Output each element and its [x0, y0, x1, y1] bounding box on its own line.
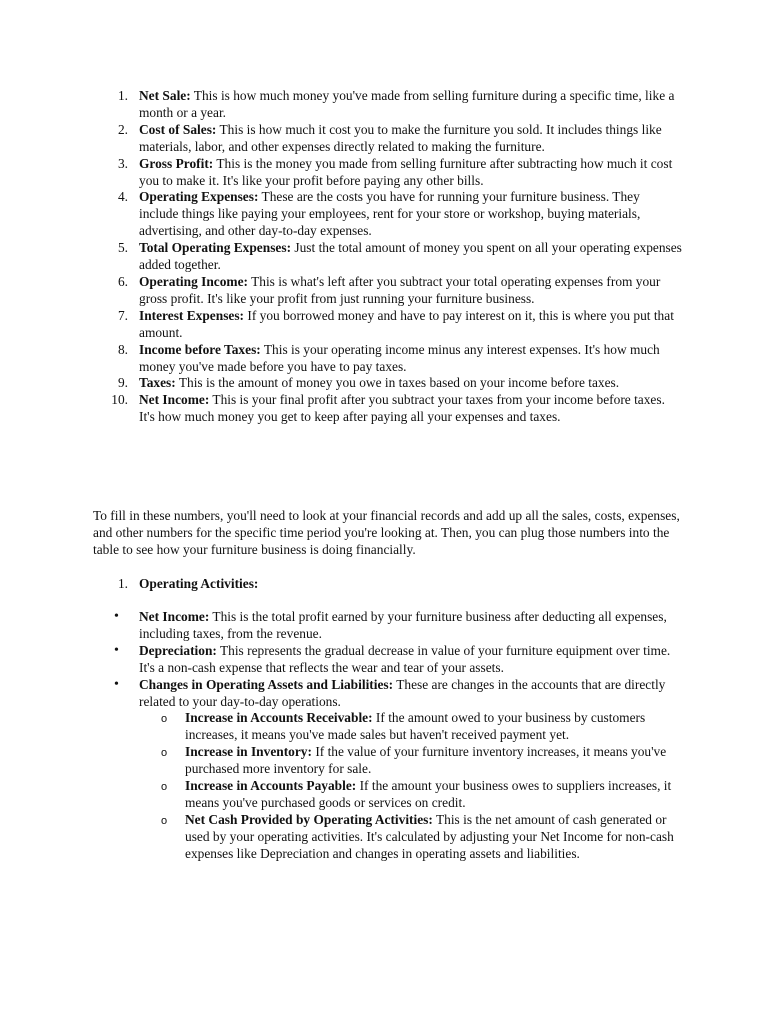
bullet-item-net-income	[92, 609, 682, 643]
definition-income-before-taxes: This is your operating income minus any interest expenses. It's how much money you've made before you have to pay taxes.	[139, 341, 660, 374]
definition-accounts-receivable: If the amount owed to your business by customers increases, it means you've made sales but haven't received payment yet.	[185, 710, 646, 743]
definition-interest-expenses: If you borrowed money and have to pay interest on it, this is where you put that amount.	[139, 307, 674, 340]
term-interest-expenses: Interest Expenses:	[139, 307, 245, 323]
term-depreciation: Depreciation:	[139, 642, 217, 658]
term-operating-expenses: Operating Expenses:	[139, 189, 259, 205]
term-gross-profit: Gross Profit:	[139, 155, 214, 171]
list-number: 1.	[117, 88, 128, 103]
cash-flow-heading-list	[92, 576, 682, 593]
term-net-income-cf: Net Income:	[139, 609, 210, 624]
list-number: 3.	[117, 155, 128, 171]
list-item-interest-expenses	[92, 308, 682, 342]
list-item-operating-income	[92, 274, 682, 308]
list-number: 4.	[117, 189, 128, 205]
circle-bullet-icon: o	[161, 713, 168, 726]
term-taxes: Taxes:	[139, 375, 176, 391]
list-number: 9.	[117, 375, 128, 391]
list-item-operating-expenses	[92, 189, 682, 240]
list-item-taxes	[92, 375, 682, 392]
definition-operating-expenses: These are the costs you have for running your furniture business. They include things like paying your employees, rent for your store or workshop, buying materials, advertising, and other day-to-day expenses.	[139, 189, 641, 239]
heading-operating-activities: Operating Activities:	[139, 576, 259, 591]
sub-item-net-cash-operating	[139, 812, 682, 863]
definition-net-sale: This is how much money you've made from selling furniture during a specific time, like a month or a year.	[139, 88, 675, 120]
definition-operating-income: This is what's left after you subtract your total operating expenses from your gross profit. It's like your profit from just running your furniture business.	[139, 273, 661, 306]
operating-activities-list	[92, 609, 682, 863]
fill-in-paragraph: To fill in these numbers, you'll need to look at your financial records and add up all the sales, costs, expenses, and other numbers for the specific time period you're looking at. Then, you can plug those numbers into the table to see how your furniture business is doing financially.	[93, 508, 680, 557]
term-net-sale: Net Sale:	[139, 88, 191, 103]
definition-net-income-cf: This is the total profit earned by your furniture business after deducting all expenses, including taxes, from the revenue.	[139, 609, 667, 641]
definition-inventory: If the value of your furniture inventory increases, it means you've purchased more inventory for sale.	[185, 744, 667, 777]
bullet-dot-icon: •	[114, 609, 119, 624]
circle-bullet-icon: o	[161, 814, 168, 827]
circle-bullet-icon: o	[161, 747, 168, 760]
list-item-gross-profit	[92, 156, 682, 190]
term-operating-income: Operating Income:	[139, 273, 248, 289]
term-cost-of-sales: Cost of Sales:	[139, 121, 217, 137]
list-number: 7.	[117, 307, 128, 323]
term-changes-operating: Changes in Operating Assets and Liabilities:	[139, 676, 394, 692]
list-number: 5.	[117, 240, 128, 256]
list-number: 8.	[117, 341, 128, 357]
definition-accounts-payable: If the amount your business owes to suppliers increases, it means you've purchased goods or services on credit.	[185, 778, 672, 810]
term-income-before-taxes: Income before Taxes:	[139, 341, 261, 357]
list-number: 6.	[117, 273, 128, 289]
sub-item-accounts-payable	[139, 778, 682, 812]
list-item-income-before-taxes	[92, 342, 682, 376]
definition-depreciation: This represents the gradual decrease in value of your furniture equipment over time. It's a non-cash expense that reflects the wear and tear of your assets.	[139, 642, 671, 675]
bullet-item-depreciation	[92, 643, 682, 677]
list-item-net-income	[92, 392, 682, 426]
definition-total-operating-expenses: Just the total amount of money you spent on all your operating expenses added together.	[139, 240, 682, 273]
bullet-item-changes-operating	[92, 677, 682, 863]
changes-sub-list	[139, 710, 682, 862]
list-number: 10.	[111, 392, 128, 408]
term-inventory: Increase in Inventory:	[185, 744, 312, 760]
list-item-operating-activities	[92, 576, 682, 593]
list-number: 2.	[117, 121, 128, 137]
definition-net-income: This is your final profit after you subtract your taxes from your income before taxes. It's how much money you get to keep after paying all your expenses and taxes.	[139, 392, 665, 425]
definition-gross-profit: This is the money you made from selling furniture after subtracting how much it cost you to make it. It's like your profit before paying any other bills.	[139, 155, 673, 188]
term-accounts-payable: Increase in Accounts Payable:	[185, 778, 357, 794]
definition-cost-of-sales: This is how much it cost you to make the furniture you sold. It includes things like materials, labor, and other expenses directly related to making the furniture.	[139, 121, 662, 154]
circle-bullet-icon: o	[161, 781, 168, 794]
bullet-dot-icon: •	[114, 642, 119, 658]
list-item-total-operating-expenses	[92, 240, 682, 274]
term-total-operating-expenses: Total Operating Expenses:	[139, 240, 292, 256]
term-accounts-receivable: Increase in Accounts Receivable:	[185, 710, 373, 726]
list-item-cost-of-sales	[92, 122, 682, 156]
income-statement-list	[92, 88, 682, 426]
bullet-dot-icon: •	[114, 676, 119, 692]
definition-net-cash-operating: This is the net amount of cash generated or used by your operating activities. It's calculated by adjusting your Net Income for non-cash expenses like Depreciation and changes in operating assets and liabilities.	[185, 811, 674, 861]
list-item-net-sale	[92, 88, 682, 122]
sub-item-inventory	[139, 744, 682, 778]
sub-item-accounts-receivable	[139, 710, 682, 744]
term-net-income: Net Income:	[139, 392, 210, 408]
list-number: 1.	[117, 576, 128, 591]
term-net-cash-operating: Net Cash Provided by Operating Activities:	[185, 811, 433, 827]
definition-taxes: This is the amount of money you owe in taxes based on your income before taxes.	[175, 375, 620, 391]
definition-changes-operating: These are changes in the accounts that are directly related to your day-to-day operations.	[139, 676, 666, 709]
